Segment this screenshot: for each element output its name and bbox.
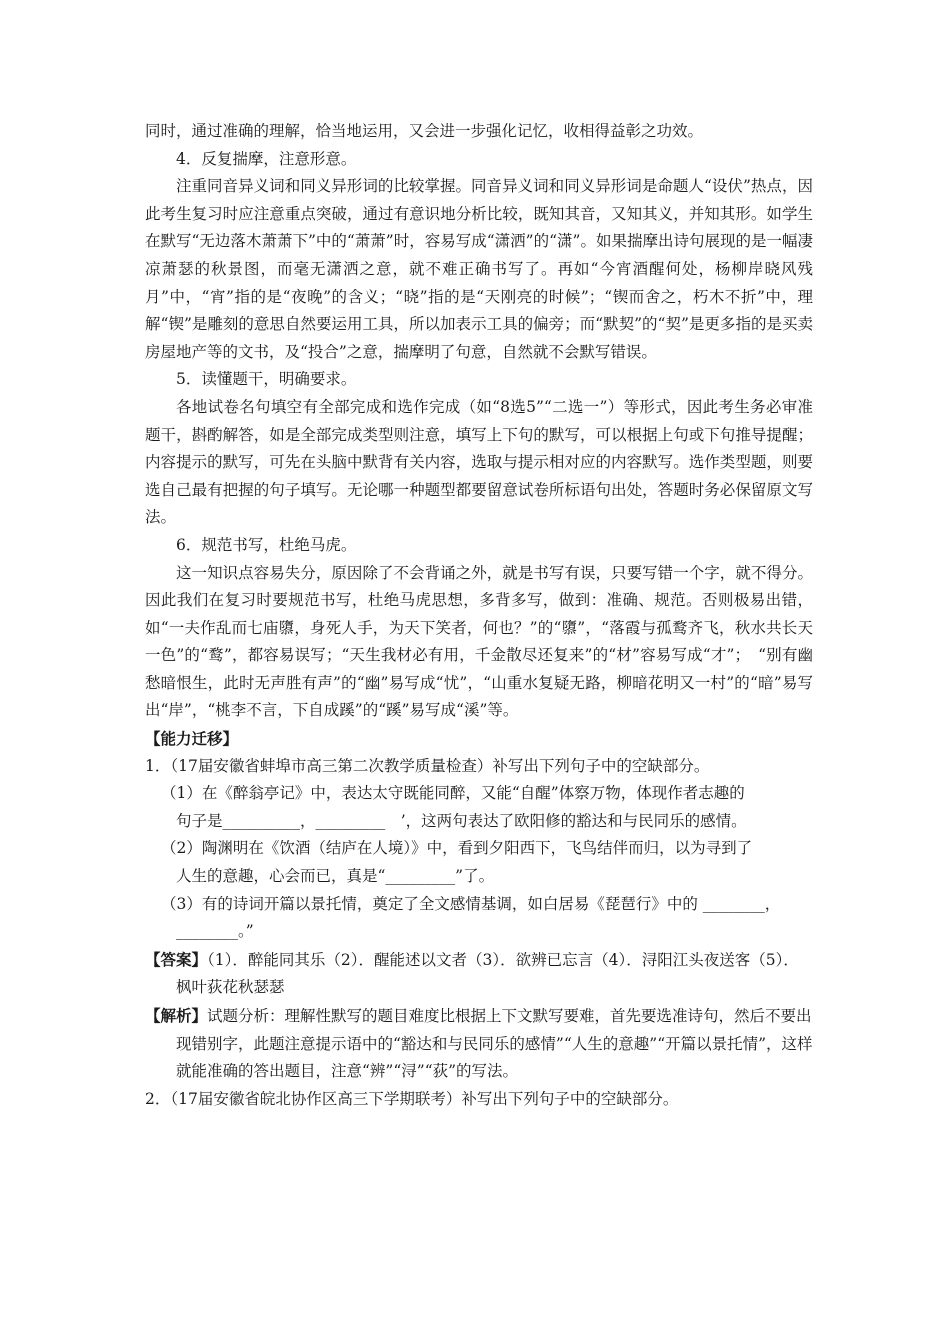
heading-5: 5．读懂题干，明确要求。: [176, 370, 357, 389]
question-1-sub-2: （2）陶渊明在《饮酒（结庐在人境）》中，看到夕阳西下，飞鸟结伴而归，以为寻到了: [161, 839, 753, 858]
answer-label: 【答案】: [145, 949, 208, 969]
question-1-sub-2-cont: 人生的意趣，心会而已，真是“_________”了。: [176, 867, 495, 886]
answer-text: （1）．醉能同其乐（2）．醒能述以文者（3）．欲辨已忘言（4）．浔阳江头夜送客（5）．枫叶荻花秋瑟瑟: [176, 950, 799, 997]
heading-4: 4．反复揣摩，注意形意。: [176, 149, 357, 168]
paragraph-4: 注重同音异义词和同义异形词的比较掌握。同音异义词和同义异形词是命题人“设伏”热点，因此考生复习时应注意重点突破，通过有意识地分析比较，既知其音，又知其义，并知其形。如学生在默写“无边落木萧萧下”中的“萧萧”时，容易写成“潇洒”的“潇”。如果揣摩出诗句展现的是一幅凄凉萧瑟的秋景图，而毫无潇洒之意，就不难正确书写了。再如“今宵酒醒何处，杨柳岸晓风残月”中，“宵”指的是“夜晚”的含义；“晓”指的是“天刚亮的时候”；“锲而舍之，朽木不折”中，理解“锲”是雕刻的意思自然要运用工具，所以加表示工具的偏旁；而“默契”的“契”是更多指的是买卖房屋地产等的文书，及“投合”之意，揣摩明了句意，自然就不会默写错误。: [145, 177, 813, 361]
question-1-sub-3-cont: ________。”: [176, 922, 254, 941]
question-1-title: 1．（17届安徽省蚌埠市高三第二次教学质量检查）补写出下列句子中的空缺部分。: [145, 756, 710, 775]
analysis-label: 【解析】: [145, 1006, 208, 1025]
question-1-sub-1: （1）在《醉翁亭记》中，表达太守既能同醉，又能“自醒”体察万物，体现作者志趣的: [161, 784, 745, 803]
section-title: 【能力迁移】: [145, 729, 239, 749]
heading-6: 6．规范书写，杜绝马虎。: [176, 535, 357, 554]
paragraph-6: 这一知识点容易失分，原因除了不会背诵之外，就是书写有误，只要写错一个字，就不得分。因此我们在复习时要规范书写，杜绝马虎思想，多背多写，做到：准确、规范。否则极易出错，如“一夫作乱而七庙隳，身死人手，为天下笑者，何也？”的“隳”，“落霞与孤鹜齐飞，秋水共长天一色”的“鹜”，都容易误写；“天生我材必有用，千金散尽还复来”的“材”容易写成“才”； “别有幽愁暗恨生，此时无声胜有声”的“幽”易写成“忧”，“山重水复疑无路，柳暗花明又一村”的“暗”易写出“岸”，“桃李不言，下自成蹊”的“蹊”易写成“溪”等。: [145, 563, 813, 720]
document-body: [145, 118, 813, 1113]
question-1-sub-3: （3）有的诗词开篇以景托情，奠定了全文感情基调，如白居易《琵琶行》中的 ________，: [161, 894, 781, 913]
analysis-block: [145, 1002, 813, 1086]
paragraph-intro-tail: 同时，通过准确的理解，恰当地运用，又会进一步强化记忆，收相得益彰之功效。: [145, 122, 704, 140]
analysis-text: 试题分析：理解性默写的题目难度比根据上下文默写要难，首先要选准诗句，然后不要出现错别字，此题注意提示语中的“豁达和与民同乐的感情”“人生的意趣”“开篇以景托情”，这样就能准确的答出题目，注意“辨”“浔”“荻”的写法。: [176, 1007, 813, 1081]
answer-block: [145, 946, 813, 1002]
question-1-sub-1-cont: 句子是__________，_________ ’，这两句表达了欧阳修的豁达和与民同乐的感情。: [176, 811, 747, 830]
question-2-title: 2．（17届安徽省皖北协作区高三下学期联考）补写出下列句子中的空缺部分。: [145, 1089, 679, 1108]
paragraph-5: 各地试卷名句填空有全部完成和选作完成（如“8选5”“二选一”）等形式，因此考生务必审准题干，斟酌解答，如是全部完成类型则注意，填写上下句的默写，可以根据上句或下句推导提醒；内容提示的默写，可先在头脑中默背有关内容，选取与提示相对应的内容默写。选作类型题，则要选自己最有把握的句子填写。无论哪一种题型都要留意试卷所标语句出处，答题时务必保留原文写法。: [145, 397, 813, 527]
